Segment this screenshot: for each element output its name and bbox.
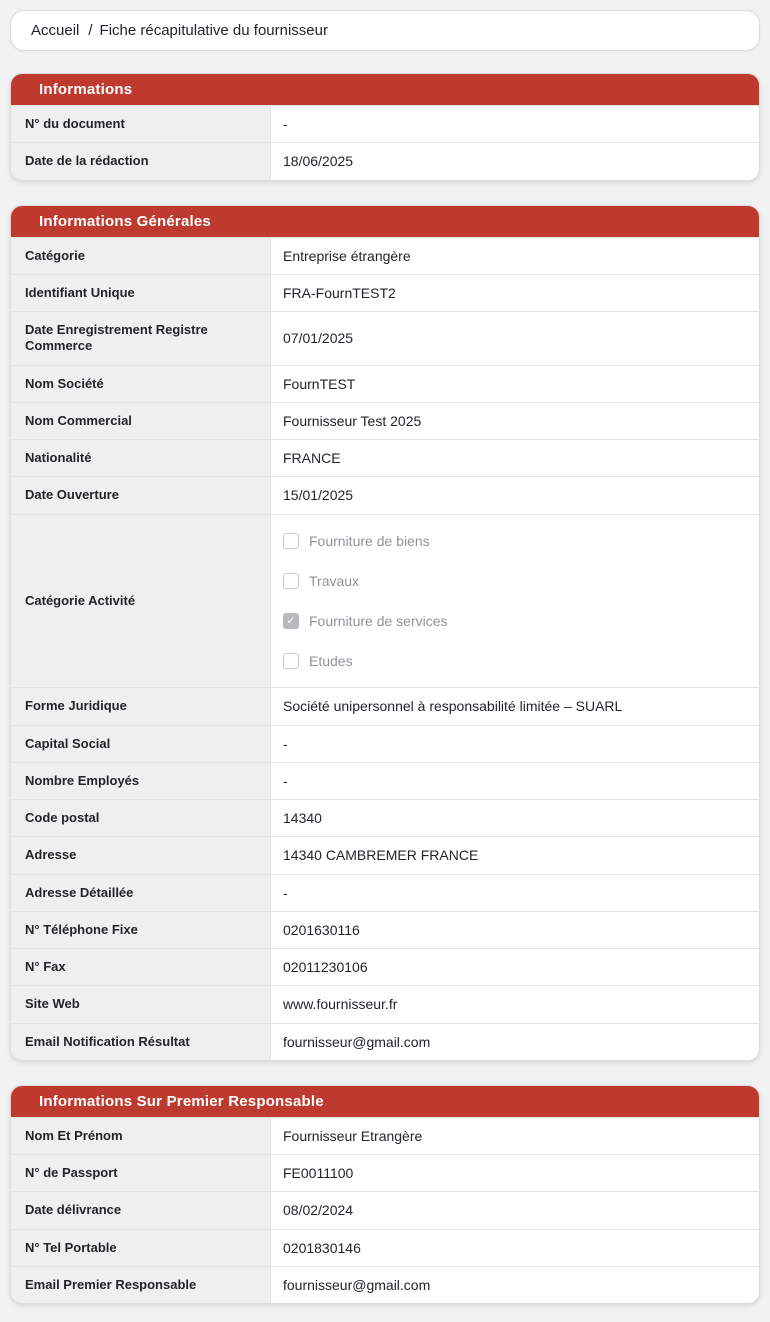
row-value: - xyxy=(283,735,288,752)
row-value: 0201630116 xyxy=(283,921,360,938)
checkbox-label: Etudes xyxy=(309,653,353,670)
row-value: 02011230106 xyxy=(283,959,368,976)
checkbox-unchecked-icon[interactable] xyxy=(283,653,299,669)
table-row xyxy=(11,1229,759,1266)
table-row xyxy=(11,1191,759,1228)
section-title: Informations Sur Premier Responsable xyxy=(11,1086,759,1117)
table-row xyxy=(11,402,759,439)
checkbox-label: Fourniture de biens xyxy=(309,532,430,549)
row-label: Catégorie Activité xyxy=(11,515,271,688)
table-row xyxy=(11,874,759,911)
row-label: Site Web xyxy=(11,986,271,1022)
row-label: Date Ouverture xyxy=(11,477,271,513)
row-label: Date de la rédaction xyxy=(11,143,271,179)
breadcrumb-home-link[interactable]: Accueil xyxy=(31,22,80,39)
row-label: Capital Social xyxy=(11,726,271,762)
row-value: 14340 xyxy=(283,810,322,827)
table-row xyxy=(11,476,759,513)
table-row xyxy=(11,439,759,476)
row-label: Nom Commercial xyxy=(11,403,271,439)
activity-checkbox-item[interactable] xyxy=(283,572,448,590)
row-label: Adresse Détaillée xyxy=(11,875,271,911)
row-label: Nom Société xyxy=(11,366,271,402)
table-row xyxy=(11,274,759,311)
row-label: Nombre Employés xyxy=(11,763,271,799)
row-label: N° du document xyxy=(11,106,271,142)
row-label: Adresse xyxy=(11,837,271,873)
section-card xyxy=(10,205,760,1061)
checkbox-label: Travaux xyxy=(309,572,360,589)
table-row xyxy=(11,514,759,688)
row-label: Nationalité xyxy=(11,440,271,476)
row-value: www.fournisseur.fr xyxy=(283,996,398,1013)
table-row xyxy=(11,142,759,179)
row-label: N° de Passport xyxy=(11,1155,271,1191)
row-value: Fournisseur Test 2025 xyxy=(283,412,422,429)
row-label: Catégorie xyxy=(11,238,271,274)
row-value: FRANCE xyxy=(283,450,341,467)
section-card xyxy=(10,1085,760,1304)
row-label: N° Fax xyxy=(11,949,271,985)
row-label: Email Notification Résultat xyxy=(11,1024,271,1060)
row-label: N° Téléphone Fixe xyxy=(11,912,271,948)
row-value: fournisseur@gmail.com xyxy=(283,1033,431,1050)
row-label: Forme Juridique xyxy=(11,688,271,724)
table-row xyxy=(11,1266,759,1303)
activity-checkbox-item[interactable] xyxy=(283,612,448,630)
table-row xyxy=(11,1154,759,1191)
checkbox-checked-icon[interactable]: ✓ xyxy=(283,613,299,629)
row-value: 15/01/2025 xyxy=(283,487,354,504)
breadcrumb-separator: / xyxy=(88,22,93,39)
activity-checkbox-item[interactable] xyxy=(283,532,448,550)
row-value: FRA-FournTEST2 xyxy=(283,284,396,301)
row-value: Entreprise étrangère xyxy=(283,247,411,264)
row-value: 18/06/2025 xyxy=(283,153,354,170)
row-label: N° Tel Portable xyxy=(11,1230,271,1266)
row-label: Identifiant Unique xyxy=(11,275,271,311)
row-value: FournTEST xyxy=(283,375,356,392)
section-title: Informations Générales xyxy=(11,206,759,237)
row-value: 0201830146 xyxy=(283,1239,361,1256)
table-row xyxy=(11,365,759,402)
table-row xyxy=(11,1023,759,1060)
row-label: Code postal xyxy=(11,800,271,836)
row-value: Fournisseur Etrangère xyxy=(283,1127,423,1144)
row-value: - xyxy=(283,884,288,901)
row-value: Société unipersonnel à responsabilité limitée – SUARL xyxy=(283,698,623,715)
row-value: - xyxy=(283,116,288,133)
row-label: Date Enregistrement Registre Commerce xyxy=(11,312,271,365)
row-label: Date délivrance xyxy=(11,1192,271,1228)
breadcrumb xyxy=(10,10,760,51)
row-label: Email Premier Responsable xyxy=(11,1267,271,1303)
table-row xyxy=(11,725,759,762)
table-row xyxy=(11,836,759,873)
checkbox-label: Fourniture de services xyxy=(309,612,448,629)
section-title: Informations xyxy=(11,74,759,105)
checkbox-unchecked-icon[interactable] xyxy=(283,573,299,589)
table-row xyxy=(11,911,759,948)
table-row xyxy=(11,311,759,365)
table-row xyxy=(11,762,759,799)
activity-checkbox-item[interactable] xyxy=(283,652,448,670)
row-value: 14340 CAMBREMER FRANCE xyxy=(283,847,479,864)
table-row xyxy=(11,799,759,836)
table-row xyxy=(11,1117,759,1154)
row-value: - xyxy=(283,772,288,789)
checkbox-unchecked-icon[interactable] xyxy=(283,533,299,549)
breadcrumb-current-page: Fiche récapitulative du fournisseur xyxy=(99,22,328,39)
table-row xyxy=(11,985,759,1022)
table-row xyxy=(11,237,759,274)
table-row xyxy=(11,948,759,985)
table-row xyxy=(11,105,759,142)
table-row xyxy=(11,687,759,724)
row-value: 07/01/2025 xyxy=(283,330,354,347)
row-label: Nom Et Prénom xyxy=(11,1118,271,1154)
section-card xyxy=(10,73,760,181)
sections xyxy=(10,73,760,1304)
row-value: FE0011100 xyxy=(283,1165,354,1182)
row-value: 08/02/2024 xyxy=(283,1202,354,1219)
row-value: fournisseur@gmail.com xyxy=(283,1276,431,1293)
activity-checkbox-group xyxy=(283,524,448,679)
row-value xyxy=(271,515,759,688)
